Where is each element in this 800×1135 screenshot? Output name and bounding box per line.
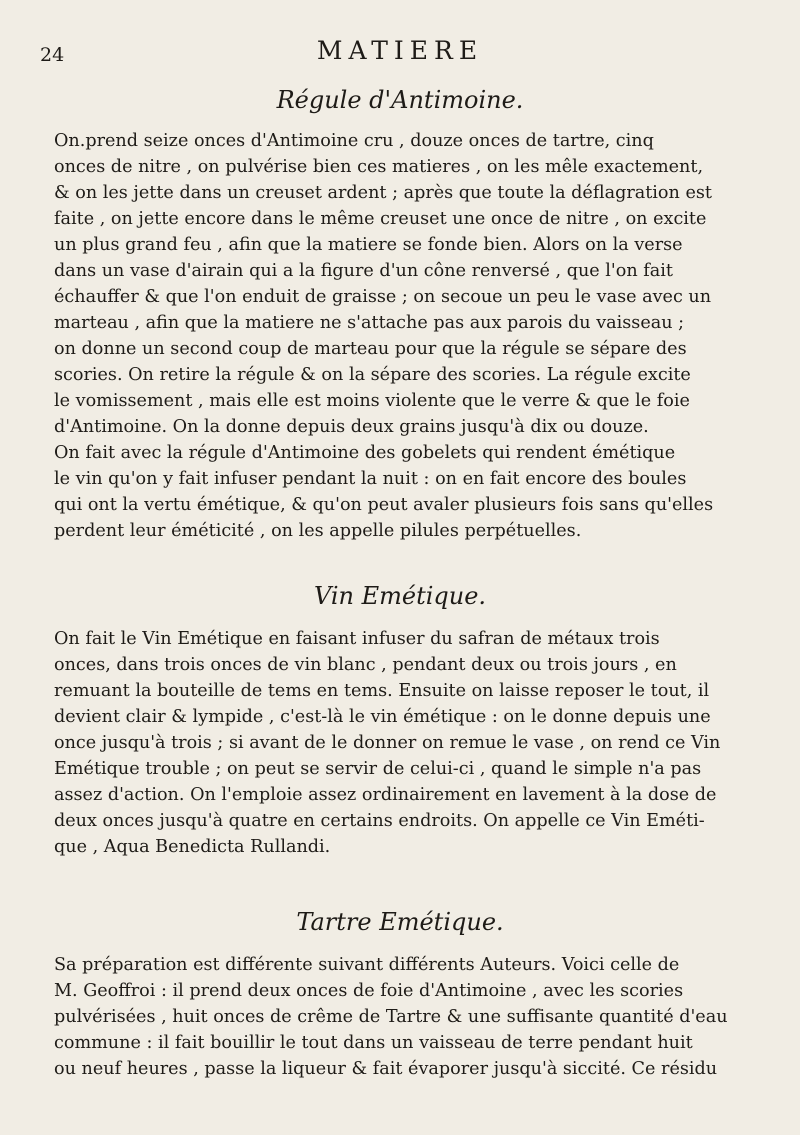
text-line: M. Geoffroi : il prend deux onces de foie d'Antimoine , avec les scories	[54, 981, 684, 1001]
text-line: le vomissement , mais elle est moins violente que le verre & que le foie	[54, 391, 690, 411]
text-line: On fait avec la régule d'Antimoine des gobelets qui rendent émétique	[54, 443, 676, 463]
text-line: un plus grand feu , afin que la matiere se fonde bien. Alors on la verse	[54, 235, 683, 255]
text-line: on donne un second coup de marteau pour que la régule se sépare des	[54, 339, 687, 359]
section-title-regule: Régule d'Antimoine.	[276, 86, 524, 114]
text-line: ou neuf heures , passe la liqueur & fait évaporer jusqu'à siccité. Ce résidu	[54, 1059, 718, 1079]
text-line: commune : il fait bouillir le tout dans un vaisseau de terre pendant huit	[54, 1033, 693, 1053]
text-line: devient clair & lympide , c'est-là le vin émétique : on le donne depuis une	[54, 707, 711, 727]
text-line: deux onces jusqu'à quatre en certains endroits. On appelle ce Vin Eméti-	[54, 811, 705, 831]
paragraph-regule-gobelets	[54, 440, 766, 544]
text-line: qui ont la vertu émétique, & qu'on peut avaler plusieurs fois sans qu'elles	[54, 495, 714, 515]
text-line: dans un vase d'airain qui a la figure d'un cône renversé , que l'on fait	[54, 261, 673, 281]
page-header	[0, 36, 800, 66]
text-line: échauffer & que l'on enduit de graisse ; on secoue un peu le vase avec un	[54, 287, 712, 307]
paragraph-regule-preparation	[54, 128, 766, 440]
text-line: que , Aqua Benedicta Rullandi.	[54, 837, 331, 857]
text-line: Sa préparation est différente suivant différents Auteurs. Voici celle de	[54, 955, 680, 975]
section-title-tartre-emetique: Tartre Emétique.	[296, 908, 504, 936]
text-line: & on les jette dans un creuset ardent ; après que toute la déflagration est	[54, 183, 712, 203]
text-line: remuant la bouteille de tems en tems. Ensuite on laisse reposer le tout, il	[54, 681, 710, 701]
paragraph-vin-emetique	[54, 626, 766, 860]
text-line: On.prend seize onces d'Antimoine cru , douze onces de tartre, cinq	[54, 131, 654, 151]
text-line: once jusqu'à trois ; si avant de le donner on remue le vase , on rend ce Vin	[54, 733, 721, 753]
text-line: pulvérisées , huit onces de crême de Tartre & une suffisante quantité d'eau	[54, 1007, 728, 1027]
text-line: assez d'action. On l'emploie assez ordinairement en lavement à la dose de	[54, 785, 717, 805]
text-line: perdent leur éméticité , on les appelle pilules perpétuelles.	[54, 521, 582, 541]
text-line: Emétique trouble ; on peut se servir de celui-ci , quand le simple n'a pas	[54, 759, 702, 779]
paragraph-tartre-emetique	[54, 952, 766, 1082]
text-line: le vin qu'on y fait infuser pendant la nuit : on en fait encore des boules	[54, 469, 687, 489]
text-line: d'Antimoine. On la donne depuis deux grains jusqu'à dix ou douze.	[54, 417, 649, 437]
text-line: faite , on jette encore dans le même creuset une once de nitre , on excite	[54, 209, 707, 229]
text-line: marteau , afin que la matiere ne s'attache pas aux parois du vaisseau ;	[54, 313, 685, 333]
text-line: onces, dans trois onces de vin blanc , pendant deux ou trois jours , en	[54, 655, 677, 675]
section-title-vin-emetique: Vin Emétique.	[313, 582, 487, 610]
text-line: onces de nitre , on pulvérise bien ces matieres , on les mêle exactement,	[54, 157, 704, 177]
running-head: MATIERE	[316, 36, 484, 65]
text-line: scories. On retire la régule & on la sépare des scories. La régule excite	[54, 365, 691, 385]
text-line: On fait le Vin Emétique en faisant infuser du safran de métaux trois	[54, 629, 660, 649]
page-number: 24	[40, 44, 65, 66]
